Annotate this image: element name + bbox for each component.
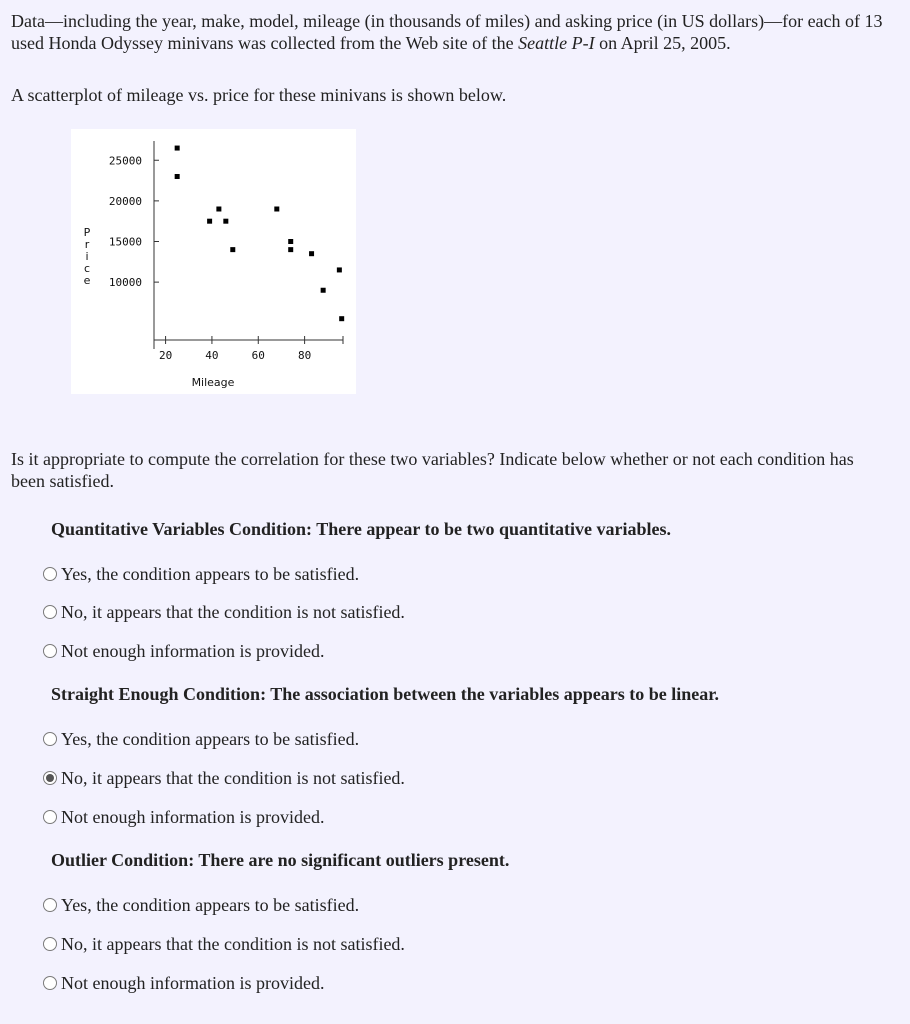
y-axis-label-letter: c (83, 262, 91, 275)
quantitative-option-not-enough[interactable] (43, 640, 324, 662)
option-label: Yes, the condition appears to be satisfied. (61, 564, 360, 584)
radio-button[interactable] (43, 771, 57, 785)
y-tick-label: 15000 (108, 235, 142, 249)
data-point (288, 239, 293, 244)
data-point (339, 316, 344, 321)
intro-text-2: on April 25, 2005. (594, 33, 731, 53)
outlier-option-not-enough[interactable] (43, 972, 324, 994)
intro-text-1: Data—including the year, make, model, mileage (in thousands of miles) and asking price (in US dollars)—for each of 13 used Honda Odyssey minivans was collected from the Web site of the (11, 11, 883, 53)
option-label: No, it appears that the condition is not satisfied. (61, 602, 405, 622)
y-axis-label-letter: r (84, 238, 90, 251)
scatterplot-intro: A scatterplot of mileage vs. price for these minivans is shown below. (11, 85, 507, 105)
x-tick-label: 40 (205, 349, 219, 362)
radio-button[interactable] (43, 898, 57, 912)
intro-source: Seattle P-I (518, 33, 595, 53)
y-axis-label-letter: i (85, 250, 89, 263)
radio-button[interactable] (43, 976, 57, 990)
option-label: Not enough information is provided. (61, 973, 325, 993)
data-point (309, 251, 314, 256)
condition-title-outlier: Outlier Condition: There are no significant outliers present. (51, 850, 510, 870)
x-axis-label: Mileage (191, 376, 235, 389)
data-point (337, 267, 342, 272)
option-label: Yes, the condition appears to be satisfied. (61, 729, 360, 749)
data-point (321, 288, 326, 293)
straight-option-yes[interactable] (43, 728, 359, 750)
scatterplot-figure (71, 129, 356, 394)
radio-button[interactable] (43, 810, 57, 824)
data-point (274, 207, 279, 212)
option-label: No, it appears that the condition is not satisfied. (61, 768, 405, 788)
quantitative-option-no[interactable] (43, 601, 405, 623)
intro-paragraph (11, 10, 903, 54)
option-label: Not enough information is provided. (61, 807, 325, 827)
y-tick-label: 10000 (108, 276, 142, 290)
scatterplot (71, 129, 356, 394)
outlier-option-yes[interactable] (43, 894, 359, 916)
straight-option-no[interactable] (43, 767, 405, 789)
condition-title-quantitative: Quantitative Variables Condition: There appear to be two quantitative variables. (51, 519, 672, 539)
data-point (207, 219, 212, 224)
y-tick-label: 25000 (108, 154, 142, 168)
data-point (175, 146, 180, 151)
x-tick-label: 60 (251, 349, 265, 362)
option-label: Yes, the condition appears to be satisfied. (61, 895, 360, 915)
condition-title-straight-enough: Straight Enough Condition: The association between the variables appears to be linear. (51, 684, 720, 704)
straight-option-not-enough[interactable] (43, 806, 324, 828)
data-point (216, 207, 221, 212)
question-text: Is it appropriate to compute the correlation for these two variables? Indicate below whether or not each condition has been satisfied. (11, 449, 854, 491)
data-point (288, 247, 293, 252)
option-label: No, it appears that the condition is not satisfied. (61, 934, 405, 954)
radio-button[interactable] (43, 605, 57, 619)
radio-button[interactable] (43, 937, 57, 951)
data-point (175, 174, 180, 179)
x-tick-label: 20 (158, 349, 173, 362)
data-point (230, 247, 235, 252)
quantitative-option-yes[interactable] (43, 563, 359, 585)
radio-button[interactable] (43, 732, 57, 746)
radio-button[interactable] (43, 644, 57, 658)
y-axis-label-letter: P (83, 226, 91, 239)
y-tick-label: 20000 (108, 194, 142, 208)
option-label: Not enough information is provided. (61, 641, 325, 661)
outlier-option-no[interactable] (43, 933, 405, 955)
y-axis-label-letter: e (83, 274, 91, 287)
radio-button[interactable] (43, 567, 57, 581)
data-point (223, 219, 228, 224)
x-tick-label: 80 (297, 349, 312, 362)
